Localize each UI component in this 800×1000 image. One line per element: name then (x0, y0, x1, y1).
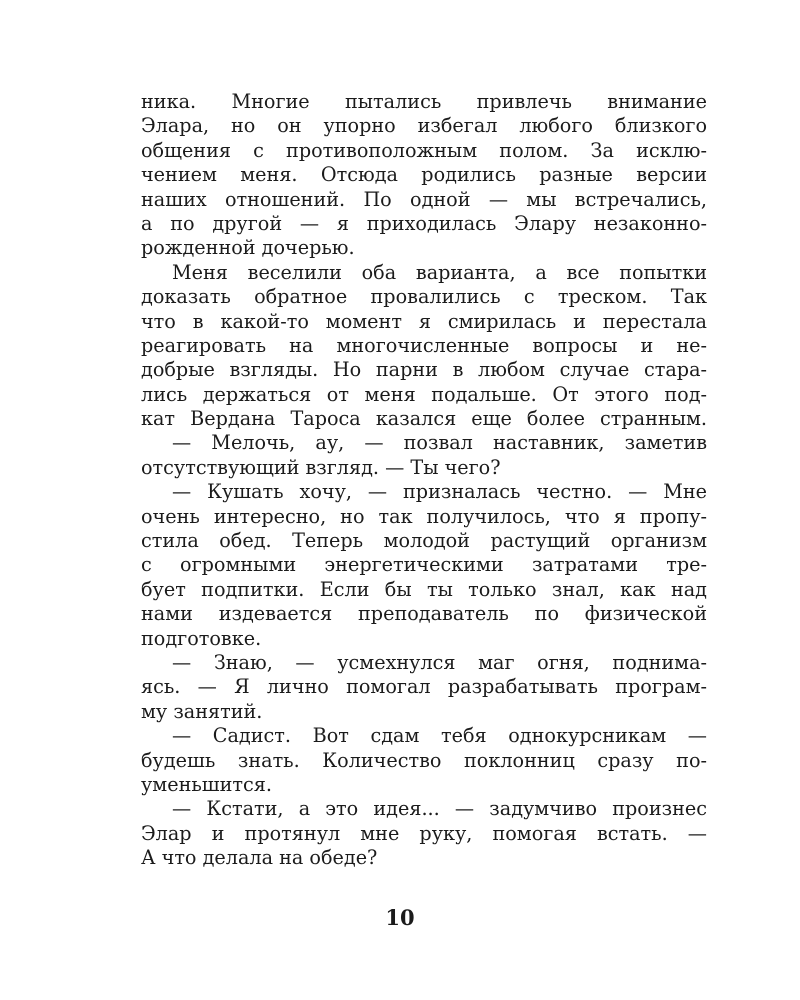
text-line: а по другой — я приходилась Элару незаконно- (141, 211, 707, 235)
text-line: отсутствующий взгляд. — Ты чего? (141, 455, 501, 479)
page-number: 10 (385, 905, 415, 930)
text-line: стила обед. Теперь молодой растущий организм (141, 529, 707, 553)
text-line: — Садист. Вот сдам тебя однокурсникам — (172, 724, 707, 748)
text-line: Меня веселили оба варианта, а все попытки (172, 260, 707, 284)
text-line: — Знаю, — усмехнулся маг огня, поднима- (172, 650, 707, 674)
text-line: Элар и протянул мне руку, помогая встать. — (141, 821, 707, 845)
text-line: — Мелочь, ау, — позвал наставник, заметив (172, 431, 707, 455)
text-line: ника. Многие пытались привлечь внимание (141, 90, 707, 113)
body-text (141, 90, 707, 871)
text-line: — Кстати, а это идея... — задумчиво произнес (172, 797, 707, 821)
text-line: доказать обратное провалились с треском. Так (141, 285, 707, 309)
text-line: что в какой-то момент я смирилась и перестала (141, 309, 707, 333)
text-line: общения с противоположным полом. За исклю- (141, 138, 707, 162)
text-line: уменьшится. (141, 772, 272, 796)
text-line: подготовке. (141, 626, 262, 650)
text-line: А что делала на обеде? (141, 846, 378, 870)
text-line: кат Вердана Тароса казался еще более странным. (141, 407, 707, 431)
text-line: му занятий. (141, 699, 263, 723)
text-line: с огромными энергетическими затратами тре- (141, 553, 707, 577)
text-line: бует подпитки. Если бы ты только знал, как над (141, 577, 707, 601)
text-line: наших отношений. По одной — мы встречались, (141, 187, 707, 211)
text-line: нами издевается преподаватель по физической (141, 602, 707, 626)
text-line: реагировать на многочисленные вопросы и не- (141, 333, 707, 357)
text-line: Элара, но он упорно избегал любого близкого (141, 114, 707, 138)
text-line: будешь знать. Количество поклонниц сразу по- (141, 748, 707, 772)
text-line: — Кушать хочу, — призналась честно. — Мне (172, 480, 707, 504)
text-line: рожденной дочерью. (141, 236, 355, 260)
text-line: чением меня. Отсюда родились разные версии (141, 163, 707, 187)
text-line: очень интересно, но так получилось, что я пропу- (141, 504, 707, 528)
text-line: ясь. — Я лично помогал разрабатывать програм- (141, 675, 707, 699)
text-line: добрые взгляды. Но парни в любом случае стара- (141, 358, 707, 382)
text-line: лись держаться от меня подальше. От этого под- (141, 382, 707, 406)
